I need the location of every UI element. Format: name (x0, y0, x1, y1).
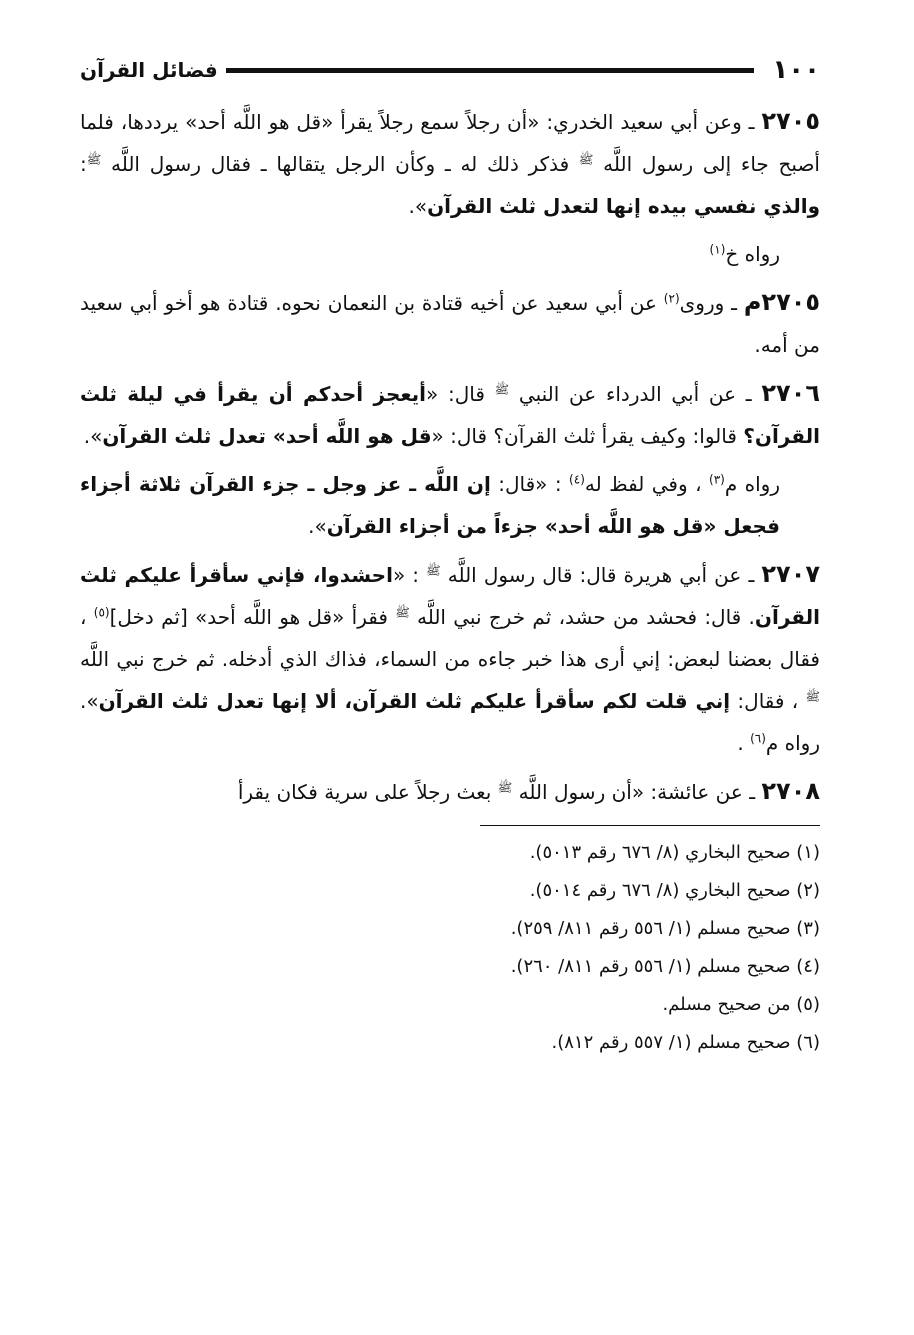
hadith-text: : «قال: (490, 472, 570, 496)
hadith-text: ، وفي لفظ له (584, 472, 709, 496)
hadith-2705m (80, 281, 820, 366)
hadith-text: رواه م (724, 472, 781, 496)
hadith-text: ». (83, 424, 103, 448)
hadith-text: فذكر ذلك له ـ وكأن الرجل يتقالها ـ فقال رسول اللَّه (101, 152, 579, 176)
narration-text: رواه خ (725, 242, 780, 266)
hadith-2708 (80, 770, 820, 813)
footnote-item: (١) صحيح البخاري (٨/ ٦٧٦ رقم ٥٠١٣). (529, 842, 820, 863)
hadith-bold-text: إني قلت لكم سأقرأ عليكم ثلث القرآن، ألا إنها تعدل ثلث القرآن (98, 689, 731, 713)
hadith-text: ـ وروى (679, 291, 744, 315)
hadith-text: : « (392, 563, 427, 587)
hadith-text: عن أبي سعيد عن أخيه قتادة بن النعمان نحوه. قتادة هو أخو أبي سعيد من أمه. (80, 291, 820, 357)
salawat-glyph: ﷺ (395, 605, 410, 620)
footnote-item: (٢) صحيح البخاري (٨/ ٦٧٦ رقم ٥٠١٤). (529, 880, 820, 901)
hadith-bold-text: والذي نفسي بيده إنها لتعدل ثلث القرآن (427, 194, 820, 218)
hadith-text: . قال: فحشد من حشد، ثم خرج نبي اللَّه (409, 605, 755, 629)
salawat-glyph: ﷺ (497, 780, 513, 795)
hadith-bold-text: إن اللَّه ـ عز وجل ـ جزء القرآن ثلاثة أجزاء فجعل «قل هو اللَّه أحد» جزءاً من أجزاء القرآن (80, 472, 780, 538)
hadith-text: ـ عن أبي هريرة قال: قال رسول اللَّه (440, 563, 762, 587)
header-rule (226, 68, 755, 73)
footnote-ref: (١) (709, 242, 726, 257)
footnote-item: (٦) صحيح مسلم (١/ ٥٥٧ رقم ٨١٢). (551, 1032, 820, 1053)
salawat-glyph: ﷺ (805, 689, 820, 704)
hadith-2705 (80, 100, 820, 227)
hadith-text: فقرأ «قل هو اللَّه أحد» [ثم دخل] (109, 605, 396, 629)
section-title: فضائل القرآن (80, 58, 218, 82)
page-header (80, 50, 820, 90)
footnote-item: (٣) صحيح مسلم (١/ ٥٥٦ رقم ٨١١/ ٢٥٩). (510, 918, 820, 939)
hadith-text: ـ عن أبي الدرداء عن النبي (509, 382, 762, 406)
footnote-ref: (٤) (569, 472, 585, 487)
hadith-text: ـ عن عائشة: «أن رسول اللَّه (512, 780, 762, 804)
footnote-separator (480, 825, 820, 826)
salawat-glyph: ﷺ (494, 382, 510, 397)
hadith-text: ـ وعن أبي سعيد الخدري: «أن رجلاً سمع رجلاً يقرأ «قل هو اللَّه أحد» يرددها، فلما أصبح جاء إلى رسول اللَّه (80, 110, 820, 176)
hadith-bold-text: أيعجز أحدكم أن يقرأ في ليلة ثلث القرآن؟ (80, 382, 820, 448)
hadith-text: بعث رجلاً على سرية فكان يقرأ (237, 780, 498, 804)
hadith-number: ٢٧٠٧ (761, 560, 820, 588)
page-number: ١٠٠ (772, 55, 820, 85)
hadith-2707 (80, 553, 820, 764)
hadith-number: ٢٧٠٥م (743, 288, 821, 316)
footnote-ref: (٦) (750, 731, 766, 746)
footnote-ref: (٥) (93, 605, 110, 620)
salawat-glyph: ﷺ (578, 152, 594, 167)
hadith-2706-variant (80, 463, 820, 547)
hadith-text: . (737, 731, 751, 755)
salawat-glyph: ﷺ (426, 563, 441, 578)
hadith-text: ». (408, 194, 428, 218)
narration-note (80, 233, 820, 275)
hadith-text: قالوا: وكيف يقرأ ثلث القرآن؟ قال: « (431, 424, 744, 448)
hadith-2706 (80, 372, 820, 457)
main-text (80, 100, 820, 813)
book-page (80, 50, 820, 1310)
hadith-text: ، فقال: (730, 689, 806, 713)
footnote-item: (٤) صحيح مسلم (١/ ٥٥٦ رقم ٨١١/ ٢٦٠). (510, 956, 820, 977)
hadith-text: : (80, 152, 87, 176)
hadith-bold-text: قل هو اللَّه أحد» تعدل ثلث القرآن (102, 424, 432, 448)
hadith-text: ». رواه م (80, 689, 820, 755)
hadith-text: ، فقال بعضنا لبعض: إني أرى هذا خبر جاءه من السماء، فذاك الذي أدخله. ثم خرج نبي اللَّه (80, 605, 820, 671)
hadith-text: ». (308, 514, 327, 538)
footnote-item: (٥) من صحيح مسلم. (662, 994, 820, 1015)
salawat-glyph: ﷺ (86, 152, 102, 167)
hadith-number: ٢٧٠٦ (761, 379, 820, 407)
hadith-text: قال: « (426, 382, 495, 406)
footnotes (80, 834, 820, 1062)
footnote-ref: (٢) (663, 291, 680, 306)
hadith-bold-text: احشدوا، فإني سأقرأ عليكم ثلث القرآن (80, 563, 821, 629)
hadith-number: ٢٧٠٨ (761, 777, 820, 805)
footnote-ref: (٣) (709, 472, 725, 487)
hadith-number: ٢٧٠٥ (761, 107, 820, 135)
